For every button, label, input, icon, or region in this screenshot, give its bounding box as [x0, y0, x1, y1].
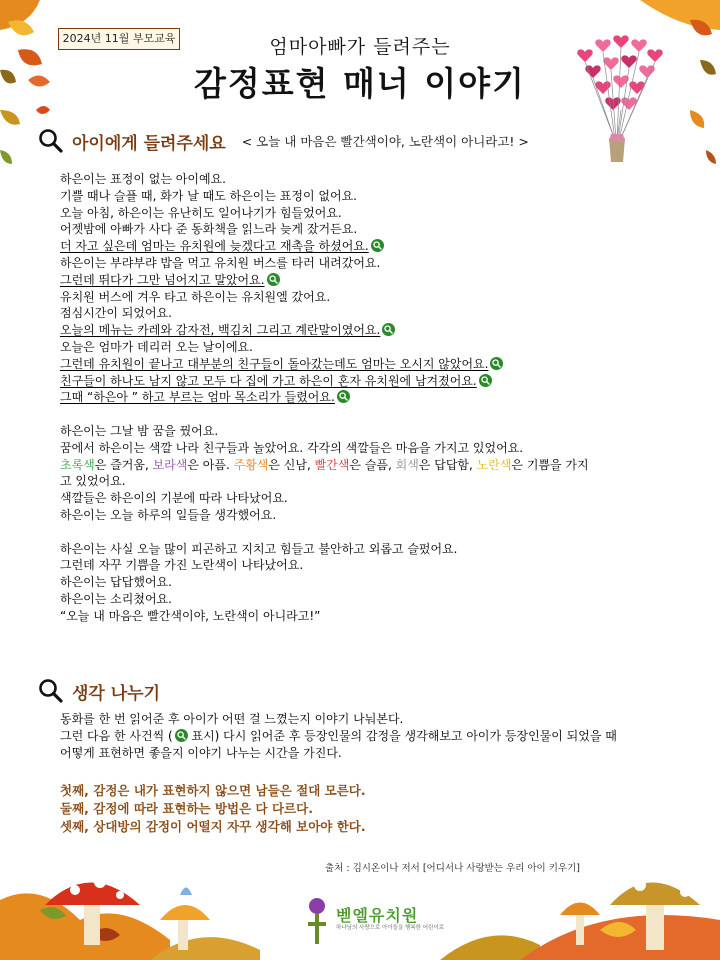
story-line: 하은이는 표정이 없는 아이예요.: [60, 172, 226, 186]
color-word-green: 초록색: [60, 457, 95, 472]
story-event-line: [60, 272, 700, 289]
discussion-line: 동화를 한 번 읽어준 후 아이가 어떤 걸 느꼈는지 이야기 나눠본다.: [60, 712, 404, 726]
kindergarten-logo-name: 벧엘유치원: [336, 906, 419, 925]
manner-rules: [60, 782, 660, 836]
story-line: 오늘은 엄마가 데리러 오는 날이에요.: [60, 339, 253, 354]
story-line: 기쁠 때나 슬플 때, 화가 날 때도 하은이는 표정이 없어요.: [60, 188, 357, 203]
section-story-heading: [38, 128, 529, 154]
rule-item: 첫째, 감정은 내가 표현하지 않으면 남들은 절대 모른다.: [60, 783, 366, 798]
story-event-text: 그런데 뛰다가 그만 넘어지고 말았어요.: [60, 272, 265, 287]
story-line: 하은이는 그날 밤 꿈을 꿨어요.: [60, 423, 219, 438]
story-event-line: [60, 322, 700, 339]
story-event-text: 그때 “하은아 ” 하고 부르는 엄마 목소리가 들렸어요.: [60, 390, 335, 405]
story-line: 하은이는 답답했어요.: [60, 575, 172, 590]
date-badge: 2024년 11월 부모교육: [58, 28, 180, 50]
rule-item: 셋째, 상대방의 감정이 어떨지 자꾸 생각해 보아야 한다.: [60, 819, 366, 834]
story-line: 그런데 자꾸 기쁨을 가진 노란색이 나타났어요.: [60, 558, 304, 573]
discussion-line: 어떻게 표현하면 좋을지 이야기 나누는 시간을 가진다.: [60, 746, 342, 760]
kindergarten-logo-tagline: 하나님의 사랑으로 아이들을 행복한 어린이로: [336, 925, 444, 931]
story-text: [60, 171, 700, 625]
page-title: 감정표현 매너 이야기: [194, 64, 526, 103]
color-word-red: 빨간색: [314, 457, 350, 472]
rule-item: 둘째, 감정에 따라 표현하는 방법은 다 다르다.: [60, 801, 313, 816]
color-word-yellow: 노란색: [476, 457, 512, 472]
story-event-line: [60, 373, 700, 390]
event-magnifier-icon: [267, 273, 280, 286]
story-event-line: [60, 389, 700, 406]
story-event-line: [60, 238, 700, 255]
story-line: 어젯밤에 아빠가 사다 준 동화책을 읽느라 늦게 잤거든요.: [60, 222, 358, 237]
story-line: 오늘 아침, 하은이는 유난히도 일어나기가 힘들었어요.: [60, 205, 342, 220]
kindergarten-logo-icon: [300, 896, 334, 946]
discussion-text: [60, 711, 710, 762]
story-event-text: 오늘의 메뉴는 카레와 감자전, 백김치 그리고 계란말이였어요.: [60, 323, 381, 338]
story-color-line: [60, 457, 700, 474]
color-desc: 은 아픔.: [187, 457, 234, 472]
page-subtitle: 엄마아빠가 들려주는: [269, 36, 451, 58]
story-line: 하은이는 소리쳤어요.: [60, 591, 172, 606]
event-magnifier-icon: [382, 323, 395, 336]
event-magnifier-icon: [175, 729, 188, 742]
color-word-purple: 보라색: [152, 457, 188, 472]
color-word-orange: 주황색: [233, 457, 269, 472]
event-magnifier-icon: [337, 390, 350, 403]
source-citation: 출처 : 김시온이나 저서 [어디서나 사랑받는 우리 아이 키우기]: [324, 863, 580, 874]
story-line: 점심시간이 되었어요.: [60, 306, 172, 321]
story-line: 고 있었어요.: [60, 474, 126, 489]
section-discussion-title: 생각 나누기: [72, 683, 161, 704]
magnifier-icon: [38, 678, 64, 704]
section-story-title: 아이에게 들려주세요: [72, 133, 226, 154]
story-line: 하은이는 사실 오늘 많이 피곤하고 지치고 힘들고 불안하고 외롭고 슬펐어요.: [60, 541, 458, 556]
story-line: 하은이는 오늘 하루의 일들을 생각했어요.: [60, 507, 277, 522]
story-event-text: 그런데 유치원이 끝나고 대부분의 친구들이 돌아갔는데도 엄마는 오시지 않았어요.: [60, 356, 489, 371]
magnifier-icon: [38, 128, 64, 154]
color-word-gray: 회색: [395, 457, 419, 472]
story-line: 하은이는 부랴부랴 밥을 먹고 유치원 버스를 타러 내려갔어요.: [60, 255, 381, 270]
story-line: 꿈에서 하은이는 색깔 나라 친구들과 놀았어요. 각각의 색깔들은 마음을 가지고 있었어요.: [60, 440, 524, 455]
event-magnifier-icon: [490, 357, 503, 370]
story-event-line: [60, 356, 700, 373]
color-desc: 은 신남,: [268, 457, 315, 472]
story-line: 색깔들은 하은이의 기분에 따라 나타났어요.: [60, 491, 288, 506]
color-desc: 은 기쁨을 가지: [511, 457, 589, 472]
story-event-text: 더 자고 싶은데 엄마는 유치원에 늦겠다고 재촉을 하셨어요.: [60, 239, 369, 254]
discussion-text-part: 그런 다음 한 사건씩 (: [60, 729, 173, 743]
color-desc: 은 답답함,: [418, 457, 477, 472]
section-story-note: < 오늘 내 마음은 빨간색이야, 노란색이 아니라고! >: [241, 134, 529, 149]
story-line: “오늘 내 마음은 빨간색이야, 노란색이 아니라고!”: [60, 608, 321, 623]
event-magnifier-icon: [479, 374, 492, 387]
color-desc: 은 슬픔,: [349, 457, 396, 472]
story-line: 유치원 버스에 겨우 타고 하은이는 유치원엘 갔어요.: [60, 289, 331, 304]
discussion-text-part: 표시) 다시 읽어준 후 등장인물의 감정을 생각해보고 아이가 등장인물이 되었을 때: [187, 729, 617, 743]
event-magnifier-icon: [371, 239, 384, 252]
section-discussion-heading: [38, 678, 160, 704]
discussion-line: [60, 728, 710, 745]
story-event-text: 친구들이 하나도 남지 않고 모두 다 집에 가고 하은이 혼자 유치원에 남겨졌어요.: [60, 373, 477, 388]
color-desc: 은 즐거움,: [94, 457, 153, 472]
